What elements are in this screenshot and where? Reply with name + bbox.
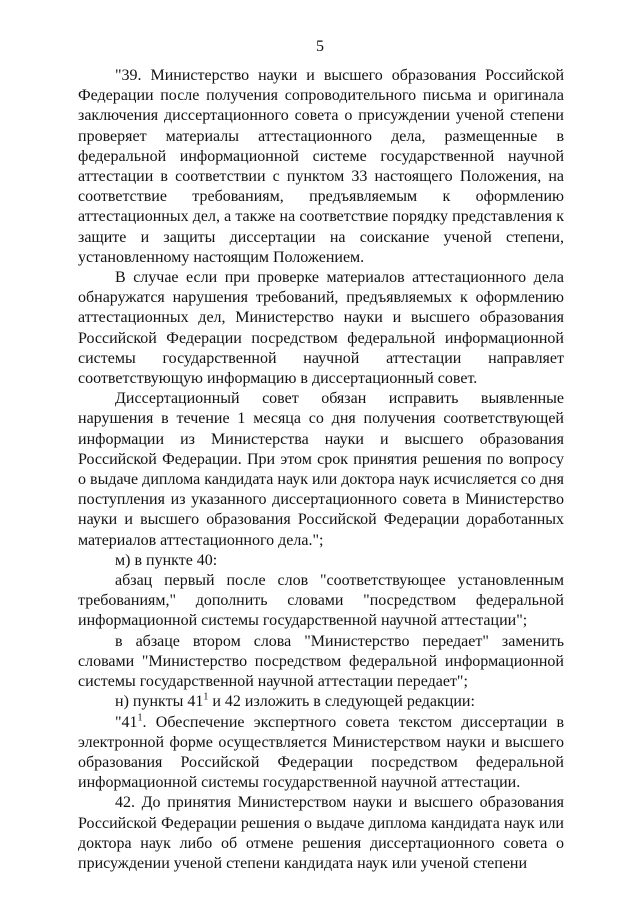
paragraph-39: "39. Министерство науки и высшего образования Российской Федерации после получения сопроводительного письма и оригинала заключения диссертационного совета о присуждении ученой степени проверяет материалы аттестационного дела, размещенные в федеральной информационной системе государственной научной аттестации в соответствии с пунктом 33 настоящего Положения, на соответствие требованиям, предъявляемым к оформлению аттестационных дел, а также на соответствие порядку представления к защите и защиты диссертации на соискание ученой степени, установленному настоящим Положением. bbox=[78, 67, 564, 266]
paragraph-41-1 bbox=[78, 713, 564, 794]
paragraph-item-n bbox=[78, 692, 564, 712]
text-run: . Обеспечение экспертного совета текстом диссертации в электронной форме осуществляется Министерством науки и высшего образования Российской Федерации посредством федеральной информационной системы государственной научной аттестации. bbox=[78, 713, 564, 792]
paragraph-violations: В случае если при проверке материалов аттестационного дела обнаружатся нарушения требований, предъявляемых к оформлению аттестационных дел, Министерство науки и высшего образования Российской Федерации посредством федеральной информационной системы государственной научной аттестации направляет соответствующую информацию в диссертационный совет. bbox=[78, 269, 564, 388]
page-number: 5 bbox=[316, 38, 324, 55]
paragraph-item-m: м) в пункте 40: bbox=[115, 551, 218, 569]
paragraph-42: 42. До принятия Министерством науки и высшего образования Российской Федерации решения о выдаче диплома кандидата наук или доктора наук либо об отмене решения диссертационного совета о присуждении ученой степени кандидата наук или ученой степени bbox=[78, 794, 564, 872]
document-body bbox=[78, 66, 564, 874]
superscript: 1 bbox=[137, 712, 143, 724]
paragraph-second-abzac: в абзаце втором слова "Министерство передает" заменить словами "Министерство посредством федеральной информационной системы государственной научной аттестации передает"; bbox=[78, 632, 564, 691]
text-run: "41 bbox=[115, 713, 138, 731]
superscript: 1 bbox=[203, 691, 209, 703]
text-run: н) пункты 41 bbox=[115, 693, 204, 711]
paragraph-council-duty: Диссертационный совет обязан исправить выявленные нарушения в течение 1 месяца со дня получения соответствующей информации из Министерства науки и высшего образования Российской Федерации. При этом срок принятия решения по вопросу о выдаче диплома кандидата наук или доктора наук исчисляется со дня поступления из указанного диссертационного совета в Министерство науки и высшего образования Российской Федерации доработанных материалов аттестационного дела."; bbox=[78, 390, 564, 549]
text-run: и 42 изложить в следующей редакции: bbox=[208, 693, 475, 711]
paragraph-first-abzac: абзац первый после слов "соответствующее установленным требованиям," дополнить словами "посредством федеральной информационной системы государственной научной аттестации"; bbox=[78, 572, 564, 630]
